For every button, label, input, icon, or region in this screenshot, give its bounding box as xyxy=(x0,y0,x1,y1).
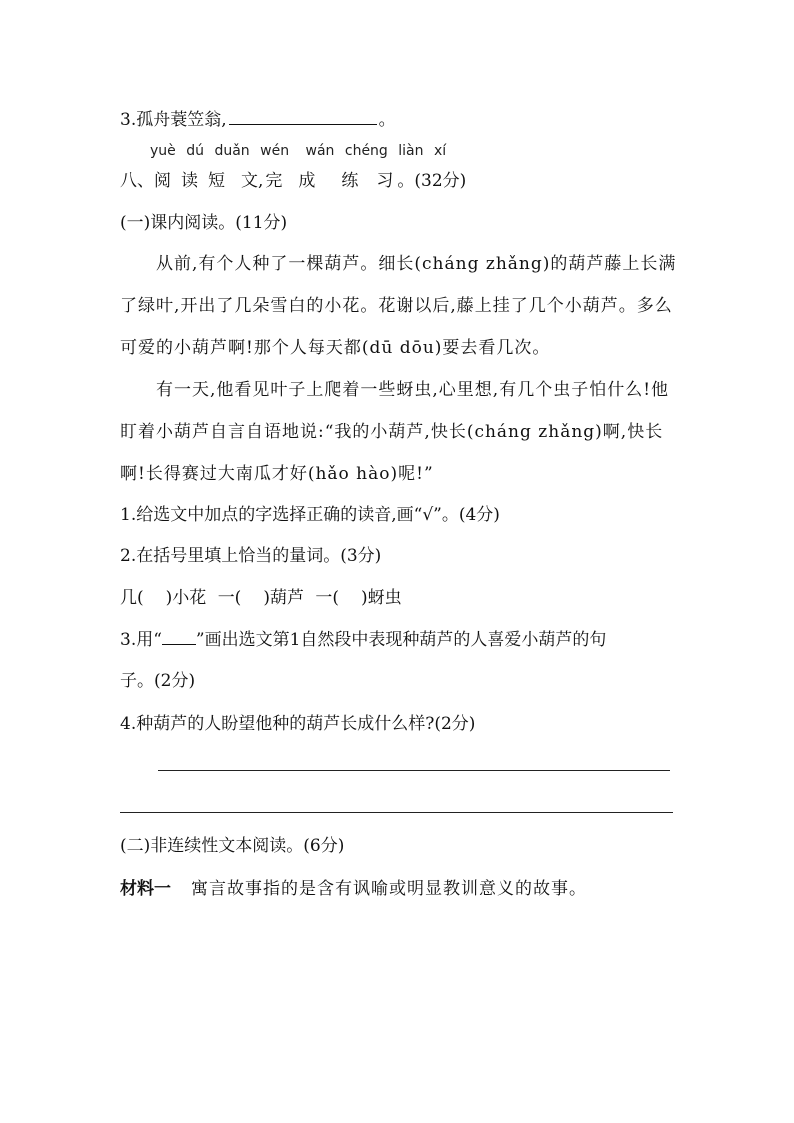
subsection-2-title: (二)非连续性文本阅读。(6分) xyxy=(120,836,345,856)
section-8-number: 八、 xyxy=(120,171,154,191)
measure-word-item-flowers: 几( )小花 xyxy=(120,588,207,608)
pinyin-syllable: xí xyxy=(433,143,447,159)
heading-char: 文 xyxy=(241,171,258,191)
measure-word-item-aphids: 一( )蚜虫 xyxy=(315,588,402,608)
heading-char: 阅 xyxy=(154,171,171,191)
question-3-prefix: 3.用“ xyxy=(120,630,162,650)
question-3-poem xyxy=(120,108,396,131)
section-8-heading xyxy=(120,170,476,192)
pinyin-syllable: wén xyxy=(260,143,290,159)
pinyin-syllable: yuè xyxy=(150,143,176,159)
question-3-poem-prefix: 3.孤舟蓑笠翁, xyxy=(120,110,227,130)
question-3-poem-suffix: 。 xyxy=(378,110,396,130)
question-2: 2.在括号里填上恰当的量词。(3分) xyxy=(120,546,382,566)
material-1-text: 寓言故事指的是含有讽喻或明显教训意义的故事。 xyxy=(191,879,587,899)
question-3-text: ”画出选文第1自然段中表现种葫芦的人喜爱小葫芦的句 xyxy=(195,630,607,650)
answer-line[interactable] xyxy=(158,770,670,771)
passage-paragraph-1: 从前,有个人种了一棵葫芦。细长(cháng zhǎng)的葫芦藤上长满了绿叶,开出了几朵雪白的小花。花谢以后,藤上挂了几个小葫芦。多么可爱的小葫芦啊!那个人每天都(dū dōu)要去看几次。 xyxy=(120,254,677,358)
heading-char: 练 xyxy=(341,171,359,191)
pinyin-syllable: wán xyxy=(305,143,335,159)
answer-blank[interactable] xyxy=(229,108,377,125)
material-1 xyxy=(120,878,587,900)
question-3-continued: 子。(2分) xyxy=(120,671,196,691)
pinyin-row xyxy=(150,140,452,162)
section-8-score: 。(32分) xyxy=(397,171,467,191)
underline-sample xyxy=(162,630,196,645)
question-2-items xyxy=(120,587,402,609)
question-4: 4.种葫芦的人盼望他种的葫芦长成什么样?(2分) xyxy=(120,714,476,734)
passage-paragraph-2: 有一天,他看见叶子上爬着一些蚜虫,心里想,有几个虫子怕什么!他盯着小葫芦自言自语地说:“我的小葫芦,快长(cháng zhǎng)啊,快长啊!长得赛过大南瓜才好(hǎo hào)呢!” xyxy=(120,380,670,484)
heading-char: 习 xyxy=(376,171,394,191)
pinyin-syllable: liàn xyxy=(398,143,424,159)
question-3 xyxy=(120,629,606,651)
subsection-1-title: (一)课内阅读。(11分) xyxy=(120,213,288,233)
heading-char: 短 xyxy=(208,171,225,191)
material-1-label: 材料一 xyxy=(120,879,171,899)
question-1: 1.给选文中加点的字选择正确的读音,画“√”。(4分) xyxy=(120,505,500,525)
answer-line[interactable] xyxy=(120,812,673,813)
heading-char: , xyxy=(258,171,264,191)
heading-char: 成 xyxy=(298,171,316,191)
pinyin-syllable: dú xyxy=(186,143,204,159)
heading-char: 完 xyxy=(265,171,283,191)
pinyin-syllable: duǎn xyxy=(214,143,250,159)
heading-char: 读 xyxy=(181,171,198,191)
pinyin-syllable: chéng xyxy=(344,143,388,159)
measure-word-item-gourd: 一( )葫芦 xyxy=(217,588,304,608)
